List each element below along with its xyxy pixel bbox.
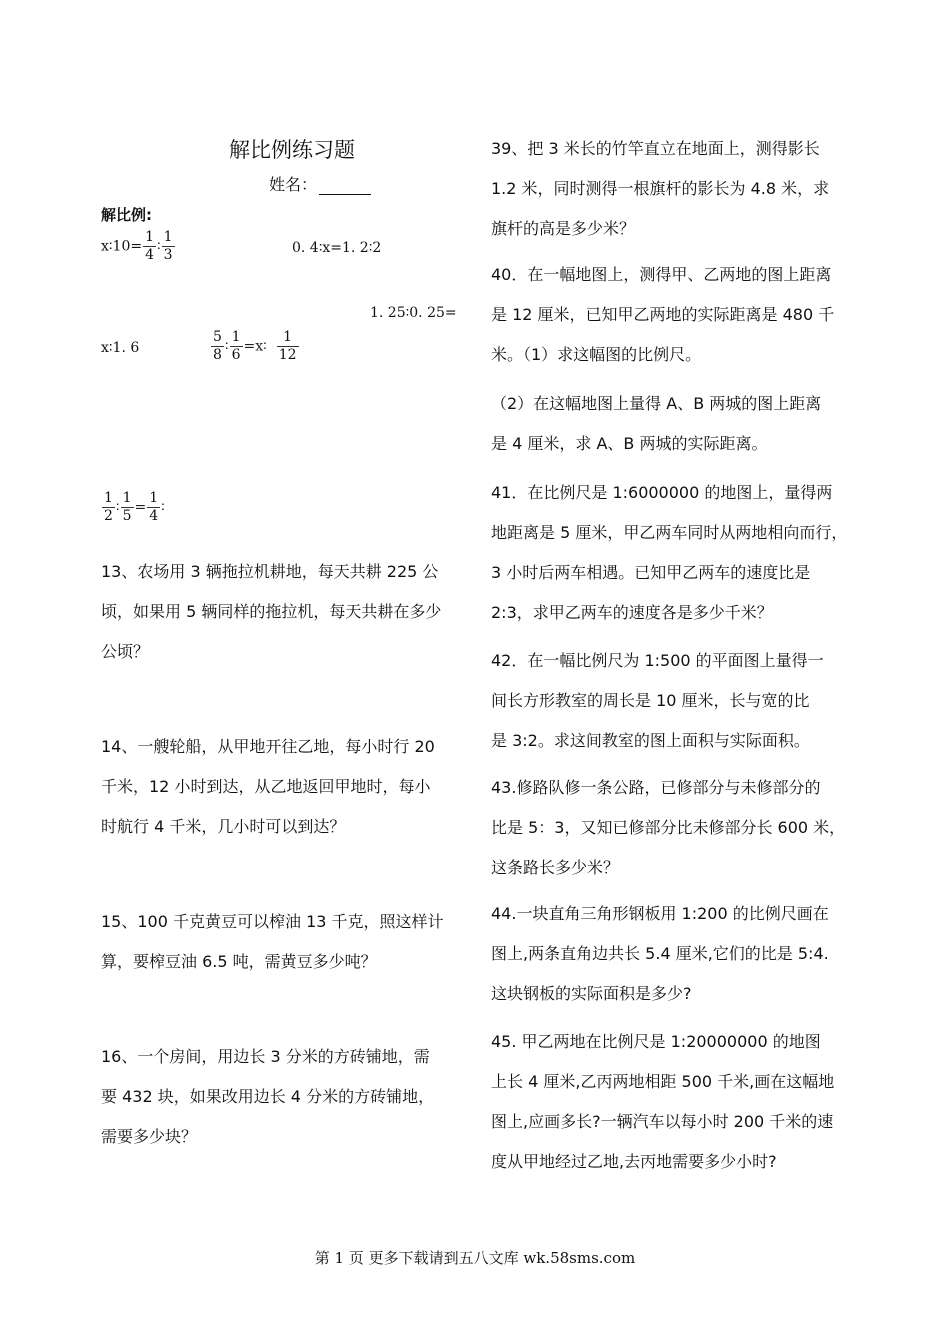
problem-15: 15、100 千克黄豆可以榨油 13 千克，照这样计 算，要榨豆油 6.5 吨，需黄豆多少吨？ bbox=[101, 912, 444, 971]
problem-14: 14、一艘轮船，从甲地开往乙地，每小时行 20 千米，12 小时到达，从乙地返回甲地时，每小 时航行 4 千米，几小时可以到达？ bbox=[101, 737, 435, 836]
page-title: 解比例练习题 bbox=[229, 138, 355, 162]
problem-13: 13、农场用 3 辆拖拉机耕地，每天共耕 225 公 顷，如果用 5 辆同样的拖拉机，每天共耕在多少 公顷？ bbox=[101, 562, 442, 661]
problem-42: 42．在一幅比例尺为 1:500 的平面图上量得一 间长方形教室的周长是 10 厘米，长与宽的比 是 3:2。求这间教室的图上面积与实际面积。 bbox=[491, 651, 824, 750]
problem-40-part-2: （2）在这幅地图上量得 A、B 两城的图上距离 是 4 厘米，求 A、B 两城的实际距离。 bbox=[491, 394, 822, 453]
equation-5: $\frac{5}{8}$ ∶ $\frac{1}{6}$ =x∶ $\frac{1}{12}$ bbox=[213, 329, 297, 363]
name-field bbox=[269, 172, 371, 195]
problem-44: 44.一块直角三角形钢板用 1:200 的比例尺画在 图上,两条直角边共长 5.4 厘米,它们的比是 5:4. 这块钢板的实际面积是多少? bbox=[491, 904, 829, 1003]
problem-43: 43.修路队修一条公路，已修部分与未修部分的 比是 5：3，又知已修部分比未修部分长 600 米， 这条路长多少米？ bbox=[491, 778, 846, 877]
fraction: $\frac{1}{4}$ bbox=[145, 229, 155, 263]
equation-6: $\frac{1}{2}$ ∶ $\frac{1}{5}$ = $\frac{1}{4}$ ∶ bbox=[104, 490, 165, 524]
fraction: $\frac{1}{2}$ bbox=[104, 490, 113, 524]
fraction: $\frac{1}{3}$ bbox=[163, 229, 173, 263]
equation-4: x∶1. 6 bbox=[101, 340, 140, 356]
equation-1: x∶10= $\frac{1}{4}$ ∶ $\frac{1}{3}$ bbox=[101, 229, 173, 263]
fraction: $\frac{1}{12}$ bbox=[278, 329, 297, 363]
fraction: $\frac{5}{8}$ bbox=[213, 329, 222, 363]
section-heading: 解比例: bbox=[101, 206, 152, 224]
fraction: $\frac{1}{6}$ bbox=[231, 329, 241, 363]
fraction: $\frac{1}{5}$ bbox=[122, 490, 132, 524]
name-blank-line[interactable] bbox=[319, 194, 371, 195]
page-footer: 第 1 页 更多下载请到五八文库 wk.58sms.com bbox=[314, 1249, 636, 1267]
problem-16: 16、一个房间，用边长 3 分米的方砖铺地，需 要 432 块，如果改用边长 4 分米的方砖铺地， 需要多少块？ bbox=[101, 1047, 435, 1146]
fraction: $\frac{1}{4}$ bbox=[149, 490, 159, 524]
name-label: 姓名： bbox=[269, 175, 318, 194]
problem-40: 40．在一幅地图上，测得甲、乙两地的图上距离 是 12 厘米，已知甲乙两地的实际距离是 480 千 米。（1）求这幅图的比例尺。 bbox=[491, 265, 835, 364]
equation-3: 1. 25∶0. 25= bbox=[370, 305, 457, 321]
equation-2: 0. 4∶x=1. 2∶2 bbox=[292, 240, 382, 256]
problem-41: 41．在比例尺是 1:6000000 的地图上，量得两 地距离是 5 厘米，甲乙两车同时从两地相向而行， 3 小时后两车相遇。已知甲乙两车的速度比是 2:3，求甲乙两车的速度各是多少千米？ bbox=[491, 483, 848, 622]
problem-39: 39、把 3 米长的竹竿直立在地面上，测得影长 1.2 米，同时测得一根旗杆的影长为 4.8 米，求 旗杆的高是多少米？ bbox=[491, 139, 830, 238]
problem-45: 45. 甲乙两地在比例尺是 1:20000000 的地图 上长 4 厘米,乙丙两地相距 500 千米,画在这幅地 图上,应画多长?一辆汽车以每小时 200 千米的速 度从甲地经过乙地,去丙地需要多少小时? bbox=[491, 1032, 835, 1171]
